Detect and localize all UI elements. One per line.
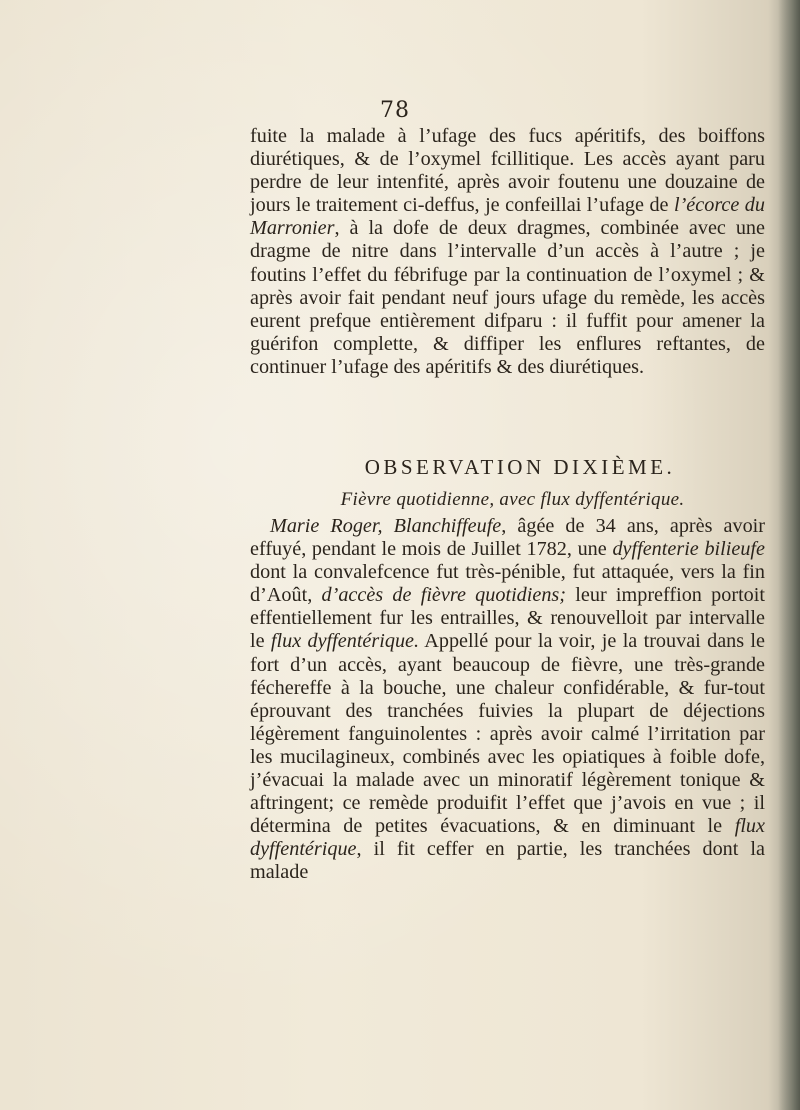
paragraph-2-italic-3: flux dyffentérique. <box>270 630 420 653</box>
paragraph-2-italic-2: d’accès de fièvre quotidiens; <box>321 584 567 607</box>
patient-name: Marie Roger, Blanchiffeufe <box>270 515 502 537</box>
paragraph-1-text-a: fuite la malade à l’ufage des fucs apéritifs, des boiffons diurétiques, & de l’oxymel fcillitique. Les accès ayant paru perdre de leur intenfité, après avoir foutenu une douzaine de jours le traitement ci-deffus, je confeillai l’ufage de <box>250 125 765 217</box>
observation-heading: OBSERVATION DIXIÈME. <box>364 455 676 479</box>
paragraph-2-text-1: , âgée de 34 ans, après avoir effuyé, pendant le mois de Juillet 1782, une <box>250 515 766 561</box>
observation-subtitle: Fièvre quotidienne, avec flux dyffentérique. <box>340 489 685 510</box>
page-number: 78 <box>380 98 410 123</box>
paragraph-continuation <box>250 125 765 379</box>
paragraph-2-text-3: leur impreffion portoit effentiellement fur les entrailles, & renouvelloit par intervalle le <box>250 584 765 653</box>
paragraph-2-italic-4: flux dyffentérique <box>250 815 765 861</box>
paragraph-2-text-5: , il fit ceffer en partie, les tranchées dont la malade <box>250 838 765 884</box>
page-edge-shadow <box>778 0 800 1110</box>
paragraph-1 <box>250 125 765 379</box>
paragraph-2 <box>250 515 765 885</box>
paragraph-2-italic-1: dyffenterie bilieufe <box>612 538 765 561</box>
paragraph-2-text-2: dont la convalefcence fut très-pénible, fut attaquée, vers la fin d’Août, <box>250 561 765 607</box>
paragraph-1-text-b: , à la dofe de deux dragmes, combinée avec une dragme de nitre dans l’intervalle d’un accès à l’autre ; je foutins l’effet du fébrifuge par la continuation de l’oxymel ; & après avoir fait pendant neuf jours ufage du remède, les accès eurent prefque entièrement difparu : il fuffit pour amener la guérifon complette, & diffiper les enflures reftantes, de continuer l’ufage des apéritifs & des diurétiques. <box>250 217 765 378</box>
paragraph-1-italic-remedy: l’écorce du Marronier <box>250 194 765 240</box>
paragraph-observation <box>250 515 765 885</box>
paragraph-2-text-4: Appellé pour la voir, je la trouvai dans le fort d’un accès, ayant beaucoup de fièvre, une très-grande féchereffe à la bouche, une chaleur confidérable, & fur-tout éprouvant des tranchées fuivies la plupart de déjections légèrement fanguinolentes : après avoir calmé l’irritation par les mucilagineux, combinés avec les opiatiques à foible dofe, j’évacuai la malade avec un minoratif légèrement tonique & aftringent; ce remède produifit l’effet que j’avois en vue ; il détermina de petites évacuations, & en diminuant le <box>250 630 766 838</box>
